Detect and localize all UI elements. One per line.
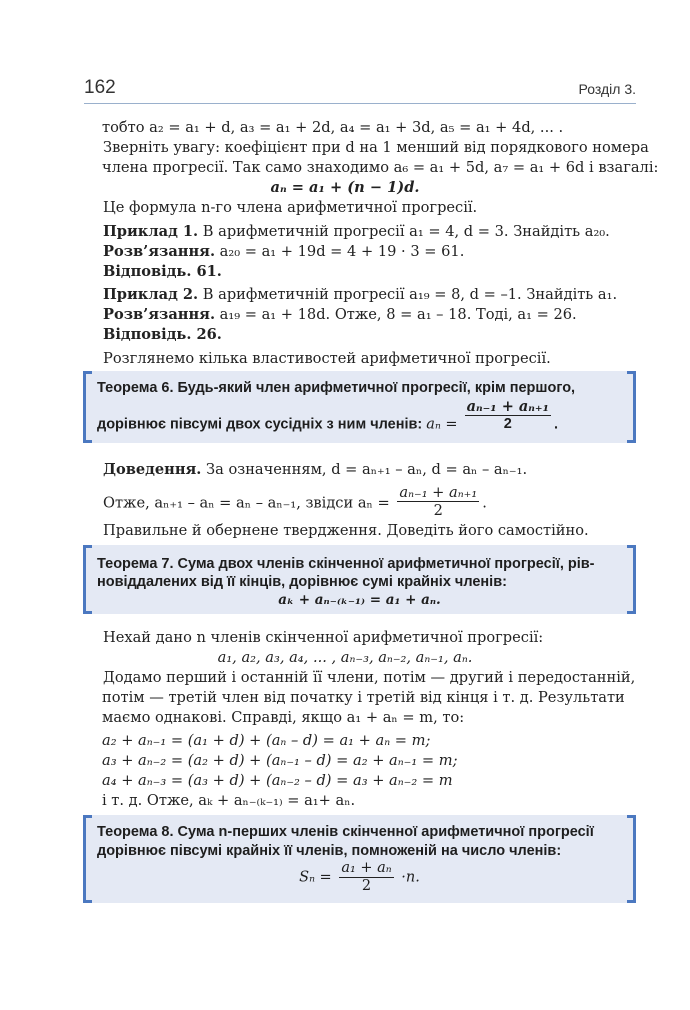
example-label: Приклад 2.: [103, 286, 199, 303]
proof-fraction: [397, 484, 479, 519]
text-line: Нехай дано n членів скінченної арифметичної прогресії:: [103, 629, 544, 646]
example-text: В арифметичній прогресії a₁ = 4, d = 3. Знайдіть a₂₀.: [202, 223, 610, 240]
theorem-7-box: [83, 545, 636, 614]
proof-text: За означенням, d = aₙ₊₁ – aₙ, d = aₙ – aₙ₋₁.: [206, 461, 528, 478]
text-line: Додамо перший і останній її члени, потім — другий і передостанній,: [103, 669, 636, 686]
page-number: 162: [84, 77, 116, 98]
answer-2: Відповідь. 26.: [103, 326, 222, 343]
section-title: Розділ 3.: [578, 81, 636, 97]
text-line: тобто a₂ = a₁ + d, a₃ = a₁ + 2d, a₄ = a₁ + 3d, a₅ = a₁ + 4d, ... .: [102, 119, 564, 136]
equation-line: a₃ + aₙ₋₂ = (a₂ + d) + (aₙ₋₁ – d) = a₂ + aₙ₋₁ = m;: [102, 752, 458, 769]
fraction-numerator: aₙ₋₁ + aₙ₊₁: [399, 484, 478, 501]
fraction-numerator: a₁ + aₙ: [341, 860, 392, 876]
theorem-6-line-2: дорівнює півсумі двох сусідніх з ним членів: aₙ = $\frac{\text{aₙ₋₁ + aₙ₊₁}}{2}$ .: [97, 398, 558, 433]
proof: [103, 460, 527, 480]
theorem-8-fraction: [339, 860, 393, 895]
theorem-7-line-2: новіддалених від її кінців, дорівнює сумі крайніх членів:: [97, 574, 507, 590]
theorem-7-formula: aₖ + aₙ₋₍ₖ₋₁₎ = a₁ + aₙ.: [278, 592, 441, 608]
text-line: Розглянемо кілька властивостей арифметичної прогресії.: [103, 350, 551, 367]
theorem-6-lhs: aₙ =: [426, 416, 458, 433]
formula-nth-term: aₙ = a₁ + (n − 1)d.: [270, 179, 420, 196]
solution-text: a₂₀ = a₁ + 19d = 4 + 19 · 3 = 61.: [219, 243, 465, 260]
example-1: [103, 222, 610, 242]
text-line: потім — третій член від початку і третій від кінця і т. д. Результати: [102, 689, 625, 706]
text-line: члена прогресії. Так само знаходимо a₆ = a₁ + 5d, a₇ = a₁ + 6d і взагалі:: [102, 159, 659, 176]
proof-label: Доведення.: [103, 461, 202, 478]
proof-text: Отже, aₙ₊₁ – aₙ = aₙ – aₙ₋₁, звідси aₙ =: [103, 494, 390, 512]
theorem-8-line-2: дорівнює півсумі крайніх її членів, помноженій на число членів:: [97, 843, 562, 859]
bracket-left: [83, 371, 92, 443]
equation-line: a₂ + aₙ₋₁ = (a₁ + d) + (aₙ – d) = a₁ + aₙ = m;: [102, 732, 431, 749]
text-line: Зверніть увагу: коефіцієнт при d на 1 менший від порядкового номера: [103, 139, 649, 156]
fraction-denominator: 2: [433, 502, 443, 519]
solution-label: Розв’язання.: [103, 243, 216, 260]
theorem-8-box: [83, 815, 636, 903]
answer-1: Відповідь. 61.: [103, 263, 222, 280]
formula-tail: ·n.: [401, 869, 420, 886]
solution-text: a₁₉ = a₁ + 18d. Отже, 8 = a₁ – 18. Тоді, a₁ = 26.: [219, 306, 577, 323]
example-2: [103, 285, 617, 305]
theorem-6-text: дорівнює півсумі двох сусідніх з ним членів:: [97, 416, 423, 433]
proof-line-2: Отже, aₙ₊₁ – aₙ = aₙ – aₙ₋₁, звідси aₙ = $\frac{\text{aₙ₋₁ + aₙ₊₁}}{2}$ .: [103, 484, 487, 519]
solution-1: [103, 242, 464, 262]
fraction-denominator: 2: [361, 878, 372, 894]
text-line: Правильне й обернене твердження. Доведіть його самостійно.: [103, 522, 589, 539]
theorem-6-box: [83, 371, 636, 443]
fraction-denominator: 2: [503, 416, 512, 432]
theorem-8-line-1: Теорема 8. Сума n-перших членів скінченної арифметичної прогресії: [97, 824, 594, 840]
bracket-right: [627, 371, 636, 443]
sequence-formula: a₁, a₂, a₃, a₄, ... , aₙ₋₃, aₙ₋₂, aₙ₋₁, aₙ.: [217, 649, 473, 666]
solution-label: Розв’язання.: [103, 306, 216, 323]
equation-line: a₄ + aₙ₋₃ = (a₃ + d) + (aₙ₋₂ – d) = a₃ + aₙ₋₂ = m: [102, 772, 453, 789]
theorem-8-formula: [83, 860, 636, 895]
example-text: В арифметичній прогресії a₁₉ = 8, d = –1. Знайдіть a₁.: [202, 286, 618, 303]
theorem-6-fraction: [465, 398, 551, 433]
theorem-7-line-1: Теорема 7. Сума двох членів скінченної арифметичної прогресії, рів-: [97, 556, 595, 572]
formula-lhs: Sₙ =: [299, 869, 332, 886]
fraction-numerator: aₙ₋₁ + aₙ₊₁: [466, 398, 549, 415]
text-line: маємо однакові. Справді, якщо a₁ + aₙ = m, то:: [102, 709, 465, 726]
header-divider: [84, 103, 636, 104]
text-line: Це формула n-го члена арифметичної прогресії.: [103, 199, 478, 216]
example-label: Приклад 1.: [103, 223, 199, 240]
solution-2: [103, 305, 577, 325]
theorem-6-line-1: Теорема 6. Будь-який член арифметичної прогресії, крім першого,: [97, 380, 576, 396]
text-line: і т. д. Отже, aₖ + aₙ₋₍ₖ₋₁₎ = a₁+ aₙ.: [102, 792, 356, 809]
